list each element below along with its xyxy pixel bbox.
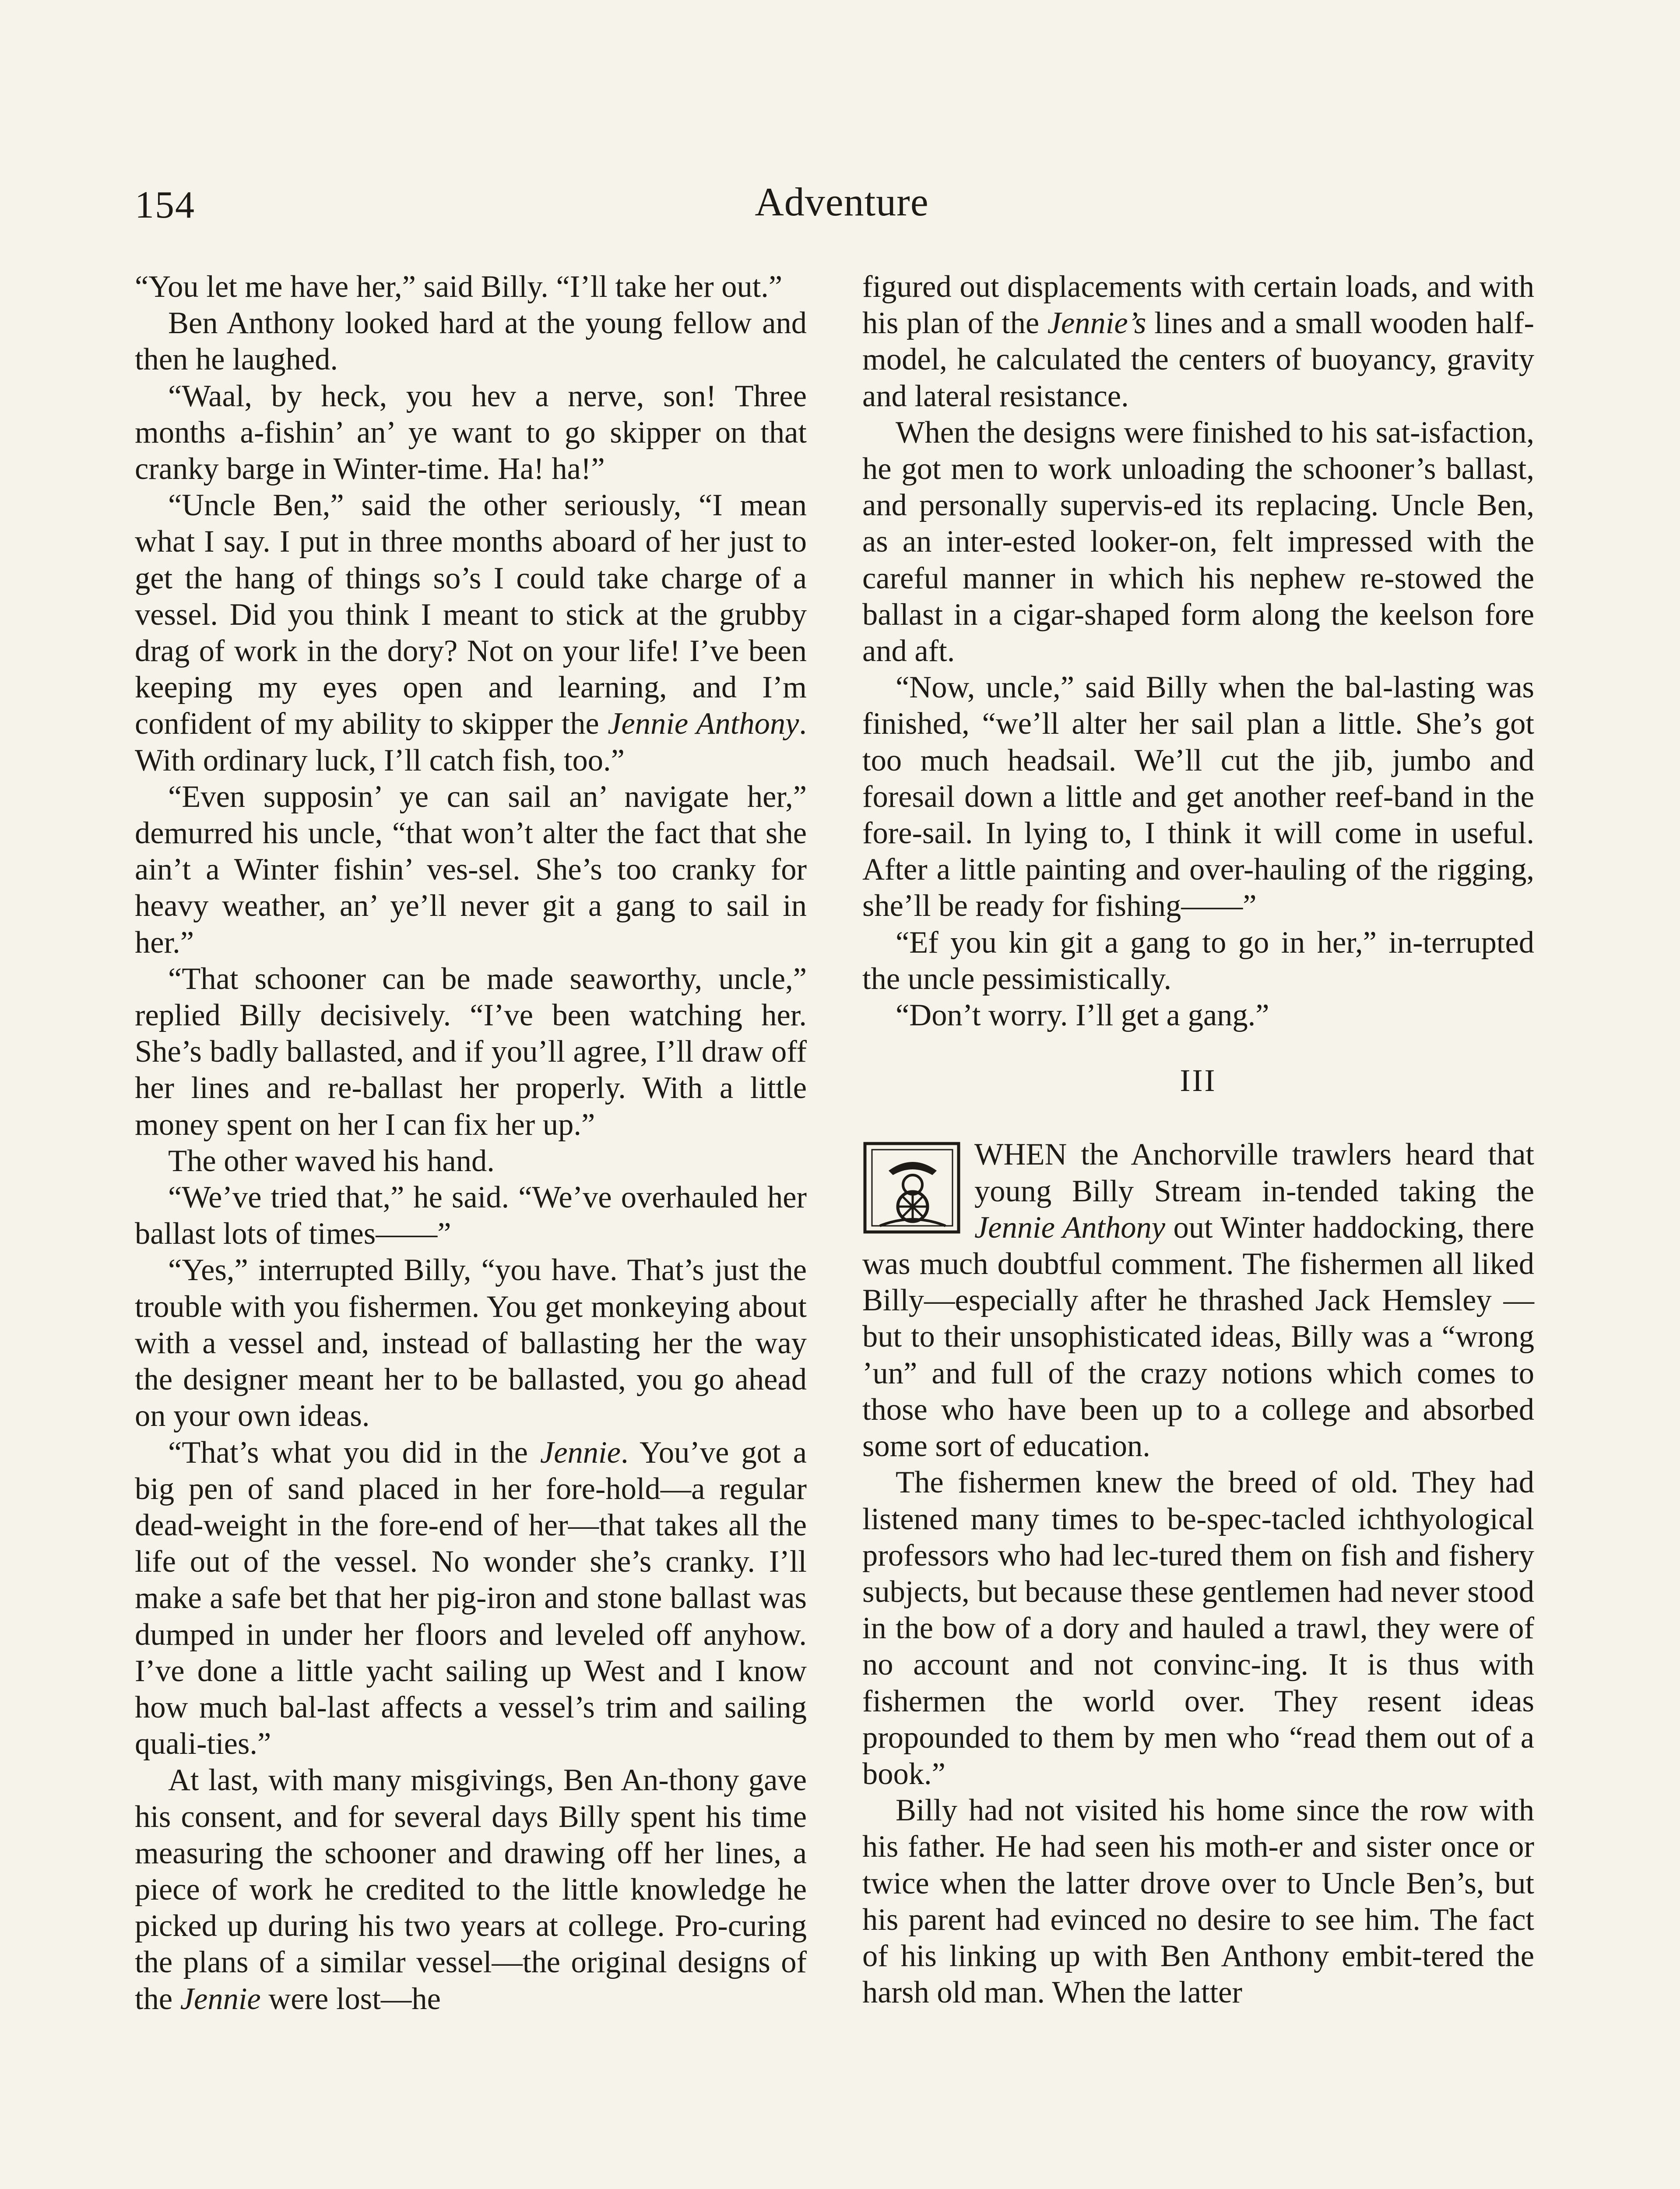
paragraph: “Uncle Ben,” said the other seriously, “I mean what I say. I put in three months aboard of her just to get the hang of things so’s I could take charge of a vessel. Did you think I meant to stick at the grubby drag of work in the dory? Not on your life! I’ve been keeping my eyes open and learning, and I’m confident of my ability to skipper the Jennie Anthony. With ordinary luck, I’ll catch fish, too.” xyxy=(135,488,807,778)
page-header xyxy=(135,175,1549,236)
paragraph: “That’s what you did in the Jennie. You’ve got a big pen of sand placed in her fore-hold—a regular dead-weight in the fore-end of her—that takes all the life out of the vessel. No wonder she’s cranky. I’ll make a safe bet that her pig-iron and stone ballast was dumped in under her floors and leveled off anyhow. I’ve done a little yacht sailing up West and I know how much bal-last affects a vessel’s trim and sailing quali-ties.” xyxy=(135,1435,807,1761)
paragraph: “Even supposin’ ye can sail an’ navigate her,” demurred his uncle, “that won’t alter the fact that she ain’t a Winter fishin’ ves-sel. She’s too cranky for heavy weather, an’ ye’ll never git a gang to sail in her.” xyxy=(135,779,807,960)
paragraph-text: WHEN the Anchorville trawlers heard that young Billy Stream in-tended taking the Jennie Anthony out Winter haddocking, there was much doubtful comment. The fishermen all liked Billy—especially after he thrashed Jack Hemsley — but to their unsophisticated ideas, Billy was a “wrong ’un” and full of the crazy notions which comes to those who have been up to a college and absorbed some sort of education. xyxy=(862,1137,1534,1464)
section-heading: III xyxy=(1180,1063,1217,1098)
paragraph: “Waal, by heck, you hev a nerve, son! Three months a-fishin’ an’ ye want to go skipper on that cranky barge in Winter-time. Ha! ha!” xyxy=(135,379,807,486)
paragraph: Billy had not visited his home since the row with his father. He had seen his moth-er and sister once or twice when the latter drove over to Uncle Ben’s, but his parent had evinced no desire to see him. The fact of his linking up with Ben Anthony embit-tered the harsh old man. When the latter xyxy=(862,1793,1534,2010)
chapter-dropcap-illustration xyxy=(862,1140,963,1235)
paragraph: Ben Anthony looked hard at the young fellow and then he laughed. xyxy=(135,306,807,377)
paragraph: “We’ve tried that,” he said. “We’ve overhauled her ballast lots of times——” xyxy=(135,1180,807,1251)
paragraph: The fishermen knew the breed of old. They had listened many times to be-spec-tacled ichthyological professors who had lec-tured them on fish and fishery subjects, but because these gentlemen had never stood in the bow of a dory and hauled a trawl, they were of no account and not convinc-ing. It is thus with fishermen the world over. They resent ideas propounded to them by men who “read them out of a book.” xyxy=(862,1465,1534,1791)
paragraph: The other waved his hand. xyxy=(168,1144,495,1178)
paragraph: “You let me have her,” said Billy. “I’ll take her out.” xyxy=(135,270,783,304)
section-opening-paragraph xyxy=(862,1137,1534,1464)
paragraph: When the designs were finished to his sat-isfaction, he got men to work unloading the schooner’s ballast, and personally supervis-ed its replacing. Uncle Ben, as an inter-ested looker-on, felt impressed with the careful manner in which his nephew re-stowed the ballast in a cigar-shaped form along the keelson fore and aft. xyxy=(862,415,1534,669)
paragraph: “Ef you kin git a gang to go in her,” in-terrupted the uncle pessimistically. xyxy=(862,925,1534,996)
paragraph: “Now, uncle,” said Billy when the bal-lasting was finished, “we’ll alter her sail plan a little. She’s got too much headsail. We’ll cut the jib, jumbo and foresail down a little and get another reef-band in the fore-sail. In lying to, I think it will come in useful. After a little painting and over-hauling of the rigging, she’ll be ready for fishing——” xyxy=(862,670,1534,923)
paragraph: “Yes,” interrupted Billy, “you have. That’s just the trouble with you fishermen. You get monkeying about with a vessel and, instead of ballasting her the way the designer meant her to be ballasted, you go ahead on your own ideas. xyxy=(135,1253,807,1433)
paragraph: figured out displacements with certain loads, and with his plan of the Jennie’s lines and a small wooden half-model, he calculated the centers of buoyancy, gravity and lateral resistance. xyxy=(862,270,1534,413)
page-number: 154 xyxy=(135,184,195,226)
running-head: Adventure xyxy=(755,179,929,224)
paragraph: At last, with many misgivings, Ben An-thony gave his consent, and for several days Billy spent his time measuring the schooner and drawing off her lines, a piece of work he credited to the little knowledge he picked up during his two years at college. Pro-curing the plans of a similar vessel—the original designs of the Jennie were lost—he xyxy=(135,1763,807,2016)
paragraph: “Don’t worry. I’ll get a gang.” xyxy=(896,998,1269,1033)
left-column xyxy=(135,269,807,2017)
right-column xyxy=(862,269,1534,2011)
paragraph: “That schooner can be made seaworthy, uncle,” replied Billy decisively. “I’ve been watching her. She’s badly ballasted, and if you’ll agree, I’ll draw off her lines and re-ballast her properly. With a little money spent on her I can fix her up.” xyxy=(135,961,807,1142)
